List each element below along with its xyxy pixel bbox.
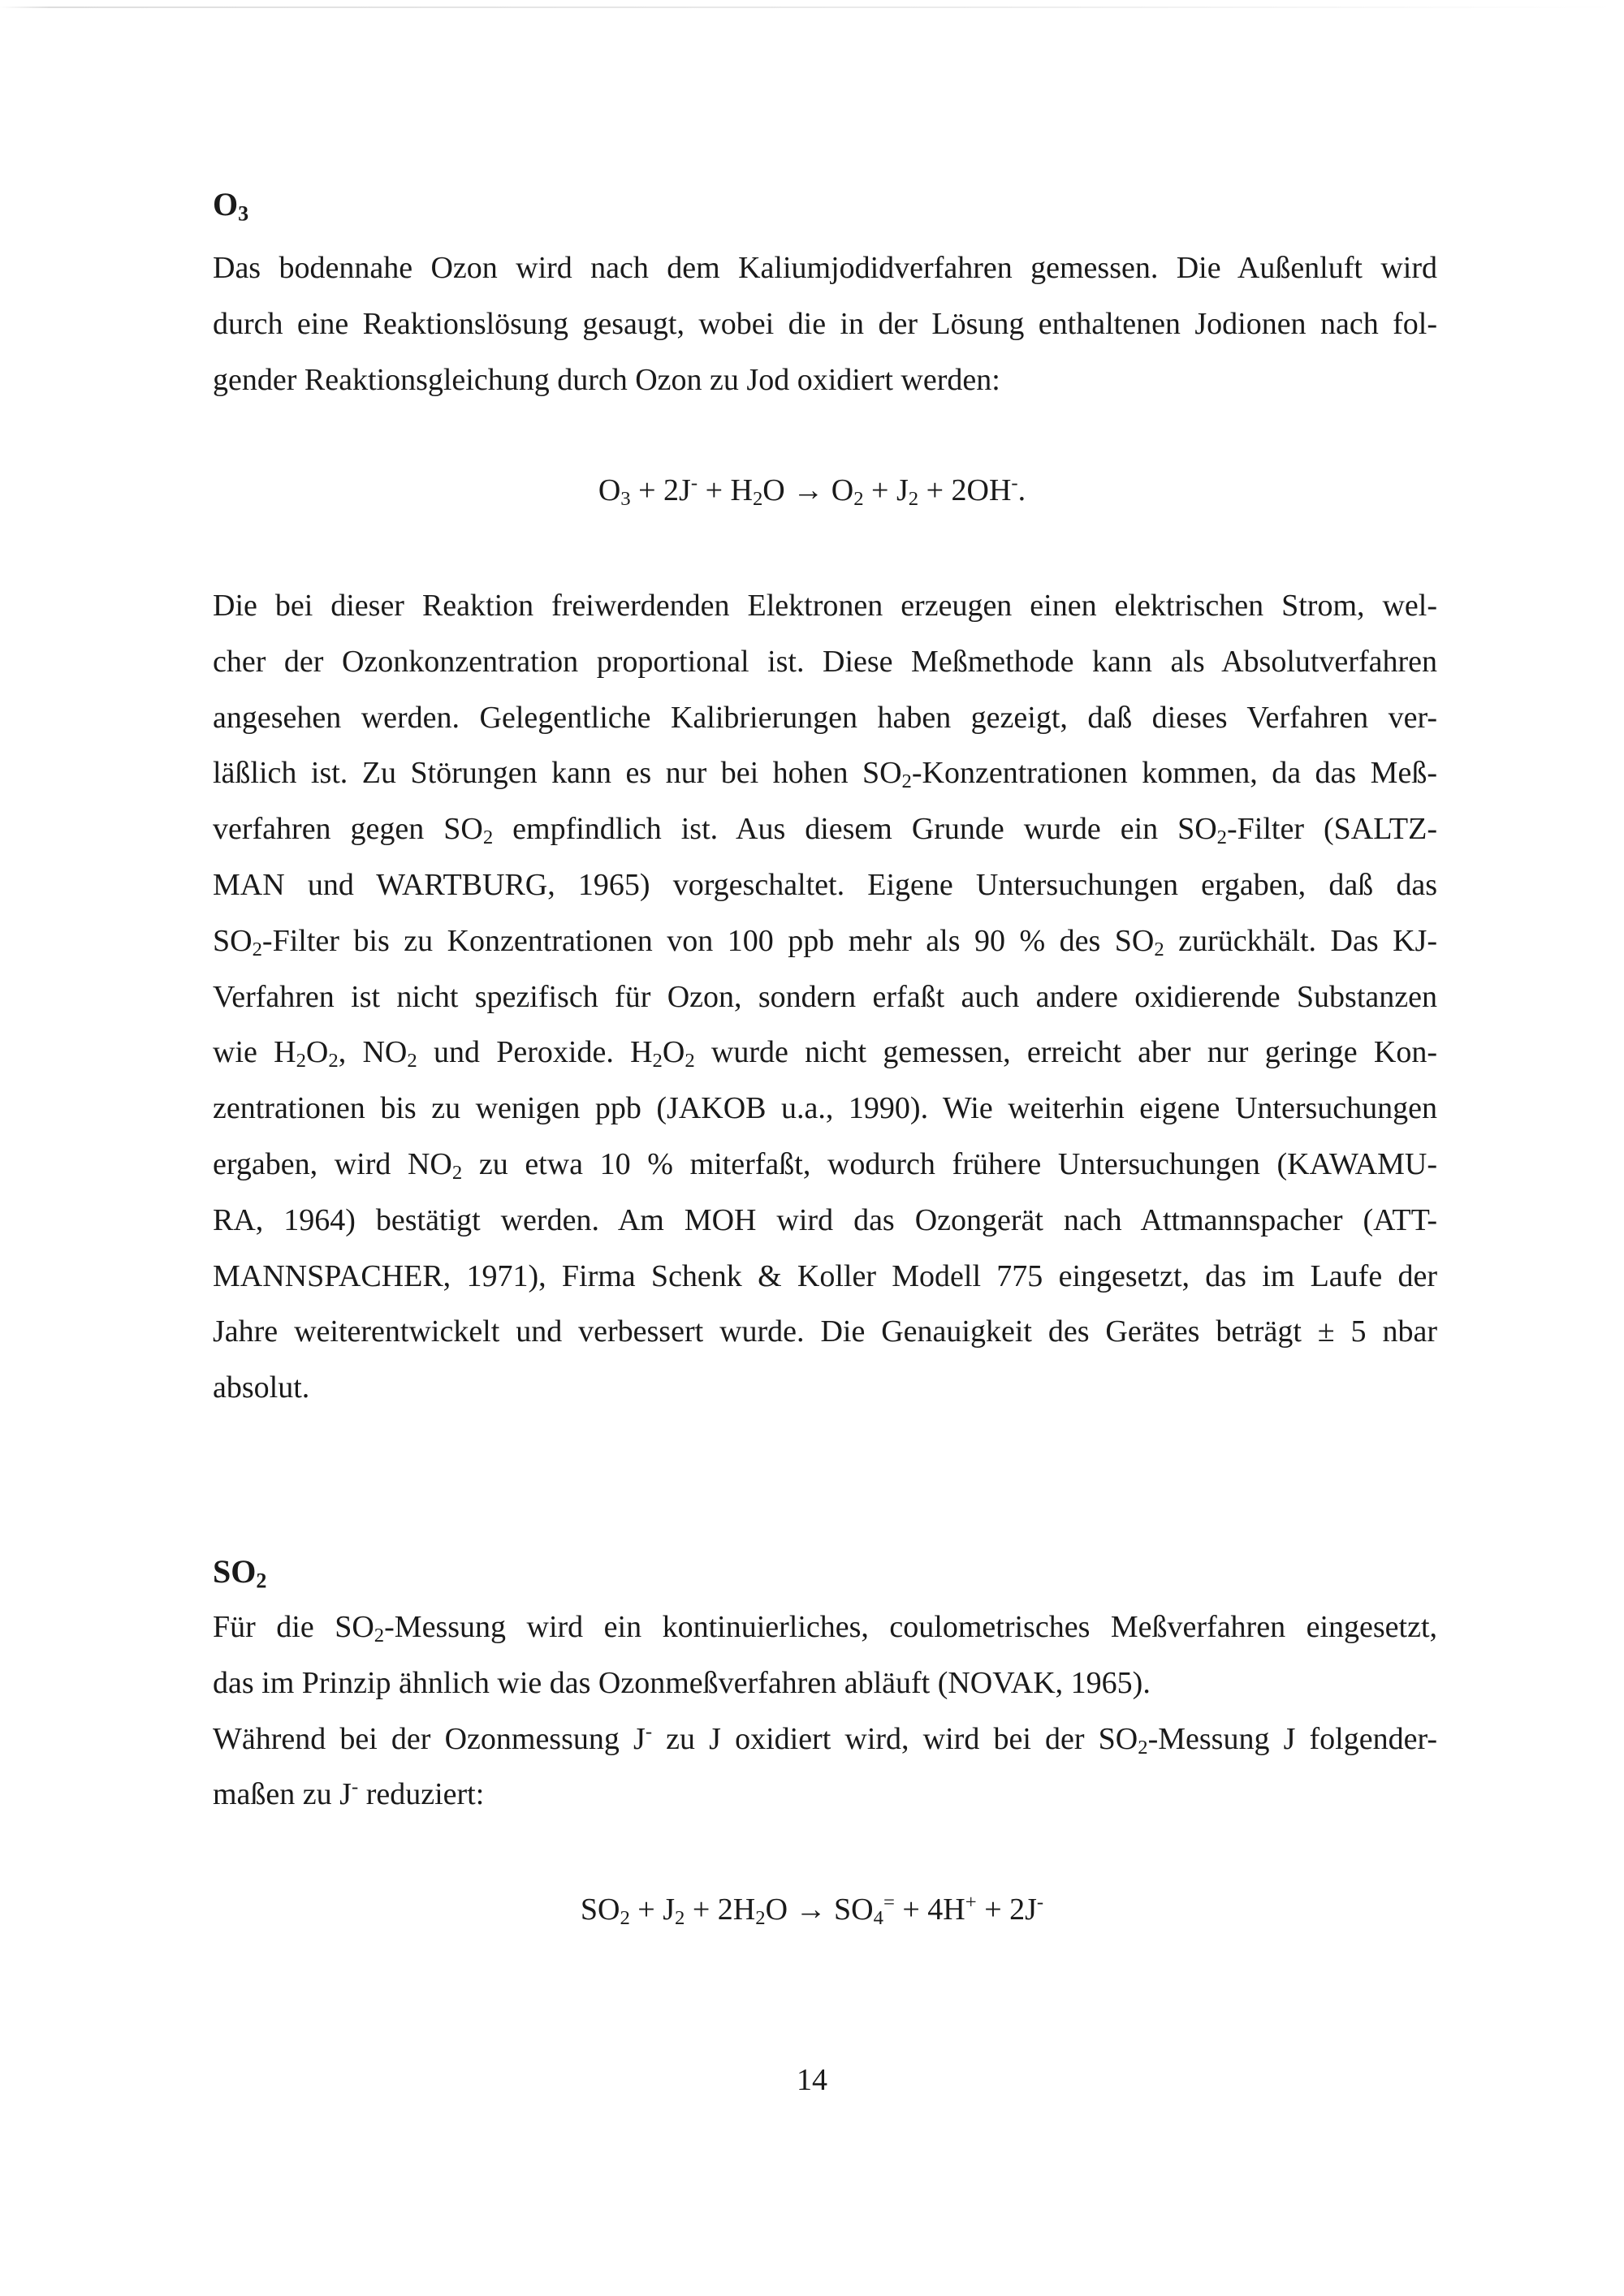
text-line: verfahren gegen $SO_2$ empfindlich ist. Aus diesem Grunde wurde ein $SO_2$-Filter (SALTZ-: [213, 812, 1438, 849]
text-line: Das bodennahe Ozon wird nach dem Kaliumjodidverfahren gemessen. Die Außenluft wird: [213, 251, 1437, 285]
text-line: ergaben, wird $NO_2$ zu etwa 10 % miterfaßt, wodurch frühere Untersuchungen (KAWAMU-: [213, 1146, 1438, 1185]
text-line: cher der Ozonkonzentration proportional ist. Diese Meßmethode kann als Absolutverfahren: [213, 644, 1437, 679]
text-line: $SO_2$-Filter bis zu Konzentrationen von 100 ppb mehr als 90 % des $SO_2$ zurückhält. Das KJ-: [213, 923, 1437, 960]
text-line: gender Reaktionsgleichung durch Ozon zu Jod oxidiert werden:: [213, 362, 1000, 397]
text-line: durch eine Reaktionslösung gesaugt, wobei die in der Lösung enthaltenen Jodionen nach fol-: [213, 306, 1437, 341]
text-line: zentrationen bis zu wenigen ppb (JAKOB u.a., 1990). Wie weiterhin eigene Untersuchungen: [213, 1091, 1437, 1126]
page-number: 14: [797, 2063, 827, 2097]
section-heading-o3: $O_3$: [213, 186, 249, 226]
text-line: läßlich ist. Zu Störungen kann es nur bei hohen $SO_2$-Konzentrationen kommen, da das Meß-: [213, 756, 1437, 793]
text-line: Für die $SO_2$-Messung wird ein kontinuierliches, coulometrisches Meßverfahren eingesetzt,: [213, 1610, 1437, 1647]
text-line: MANNSPACHER, 1971), Firma Schenk & Koller Modell 775 eingesetzt, das im Laufe der: [213, 1258, 1437, 1293]
o3-intro-paragraph: [213, 240, 1437, 408]
text-line: Verfahren ist nicht spezifisch für Ozon, sondern erfaßt auch andere oxidierende Substanzen: [213, 979, 1437, 1014]
section-heading-so2: $SO_2$: [213, 1553, 267, 1593]
text-line: absolut.: [213, 1370, 310, 1405]
text-line: maßen zu J- reduziert:: [213, 1776, 485, 1812]
text-line: Die bei dieser Reaktion freiwerdenden Elektronen erzeugen einen elektrischen Strom, wel-: [213, 589, 1437, 623]
so2-method-paragraph: [213, 1599, 1437, 1823]
text-line: Jahre weiterentwickelt und verbessert wurde. Die Genauigkeit des Gerätes beträgt ± 5 nbar: [213, 1314, 1437, 1349]
ozone-reaction-equation: $O_3 + 2J^- + H_2O \to O_2 + J_2 + 2OH^-$.: [598, 472, 1026, 511]
so2-reaction-equation: $SO_2 + J_2 + 2H_2O \to SO_4^= + 4H^+ + 2J^-$: [580, 1891, 1044, 1930]
text-line: angesehen werden. Gelegentliche Kalibrierungen haben gezeigt, daß dieses Verfahren ver-: [213, 700, 1437, 735]
text-line: wie $H_2O_2$, $NO_2$ und Peroxide. $H_2O_2$ wurde nicht gemessen, erreicht aber nur geringe Kon-: [213, 1035, 1438, 1072]
text-line: das im Prinzip ähnlich wie das Ozonmeßverfahren abläuft (NOVAK, 1965).: [213, 1665, 1151, 1700]
text-line: RA, 1964) bestätigt werden. Am MOH wird das Ozongerät nach Attmannspacher (ATT-: [213, 1202, 1437, 1237]
text-line: MAN und WARTBURG, 1965) vorgeschaltet. Eigene Untersuchungen ergaben, daß das: [213, 867, 1437, 902]
o3-method-paragraph: [213, 578, 1437, 1416]
text-line: Während bei der Ozonmessung J- zu J oxidiert wird, wird bei der $SO_2$-Messung J folgender-: [213, 1720, 1437, 1759]
